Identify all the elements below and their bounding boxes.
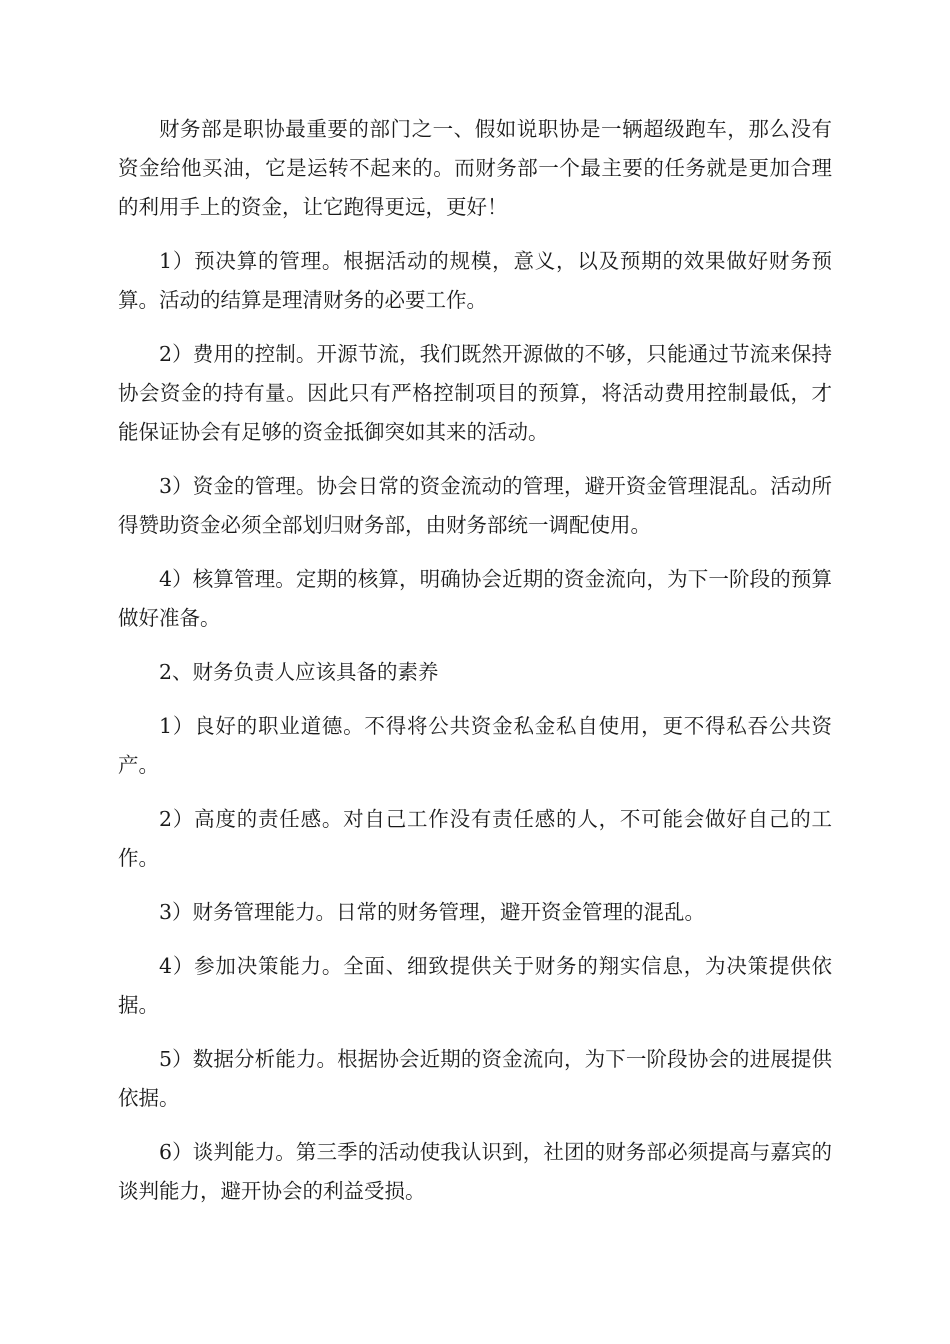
financial-management-ability-paragraph: 3）财务管理能力。日常的财务管理，避开资金管理的混乱。 <box>159 900 706 924</box>
negotiation-paragraph: 6）谈判能力。第三季的活动使我认识到，社团的财务部必须提高与嘉宾的谈判能力，避开协会的利益受损。 <box>118 1140 832 1203</box>
cost-control-paragraph: 2）费用的控制。开源节流，我们既然开源做的不够，只能通过节流来保持协会资金的持有量。因此只有严格控制项目的预算，将活动费用控制最低，才能保证协会有足够的资金抵御突如其来的活动。 <box>118 342 832 444</box>
budget-management-paragraph: 1）预决算的管理。根据活动的规模，意义，以及预期的效果做好财务预算。活动的结算是理清财务的必要工作。 <box>118 249 832 312</box>
fund-management-paragraph: 3）资金的管理。协会日常的资金流动的管理，避开资金管理混乱。活动所得赞助资金必须全部划归财务部，由财务部统一调配使用。 <box>118 474 832 537</box>
section-heading: 2、财务负责人应该具备的素养 <box>159 660 439 684</box>
accounting-management-paragraph: 4）核算管理。定期的核算，明确协会近期的资金流向，为下一阶段的预算做好准备。 <box>118 567 832 630</box>
responsibility-paragraph: 2）高度的责任感。对自己工作没有责任感的人，不可能会做好自己的工作。 <box>118 807 832 870</box>
intro-paragraph: 财务部是职协最重要的部门之一、假如说职协是一辆超级跑车，那么没有资金给他买油，它是运转不起来的。而财务部一个最主要的任务就是更加合理的利用手上的资金，让它跑得更远，更好！ <box>118 117 832 219</box>
data-analysis-paragraph: 5）数据分析能力。根据协会近期的资金流向，为下一阶段协会的进展提供依据。 <box>118 1047 832 1110</box>
ethics-paragraph: 1）良好的职业道德。不得将公共资金私金私自使用，更不得私吞公共资产。 <box>118 714 832 777</box>
decision-making-paragraph: 4）参加决策能力。全面、细致提供关于财务的翔实信息，为决策提供依据。 <box>118 954 832 1017</box>
